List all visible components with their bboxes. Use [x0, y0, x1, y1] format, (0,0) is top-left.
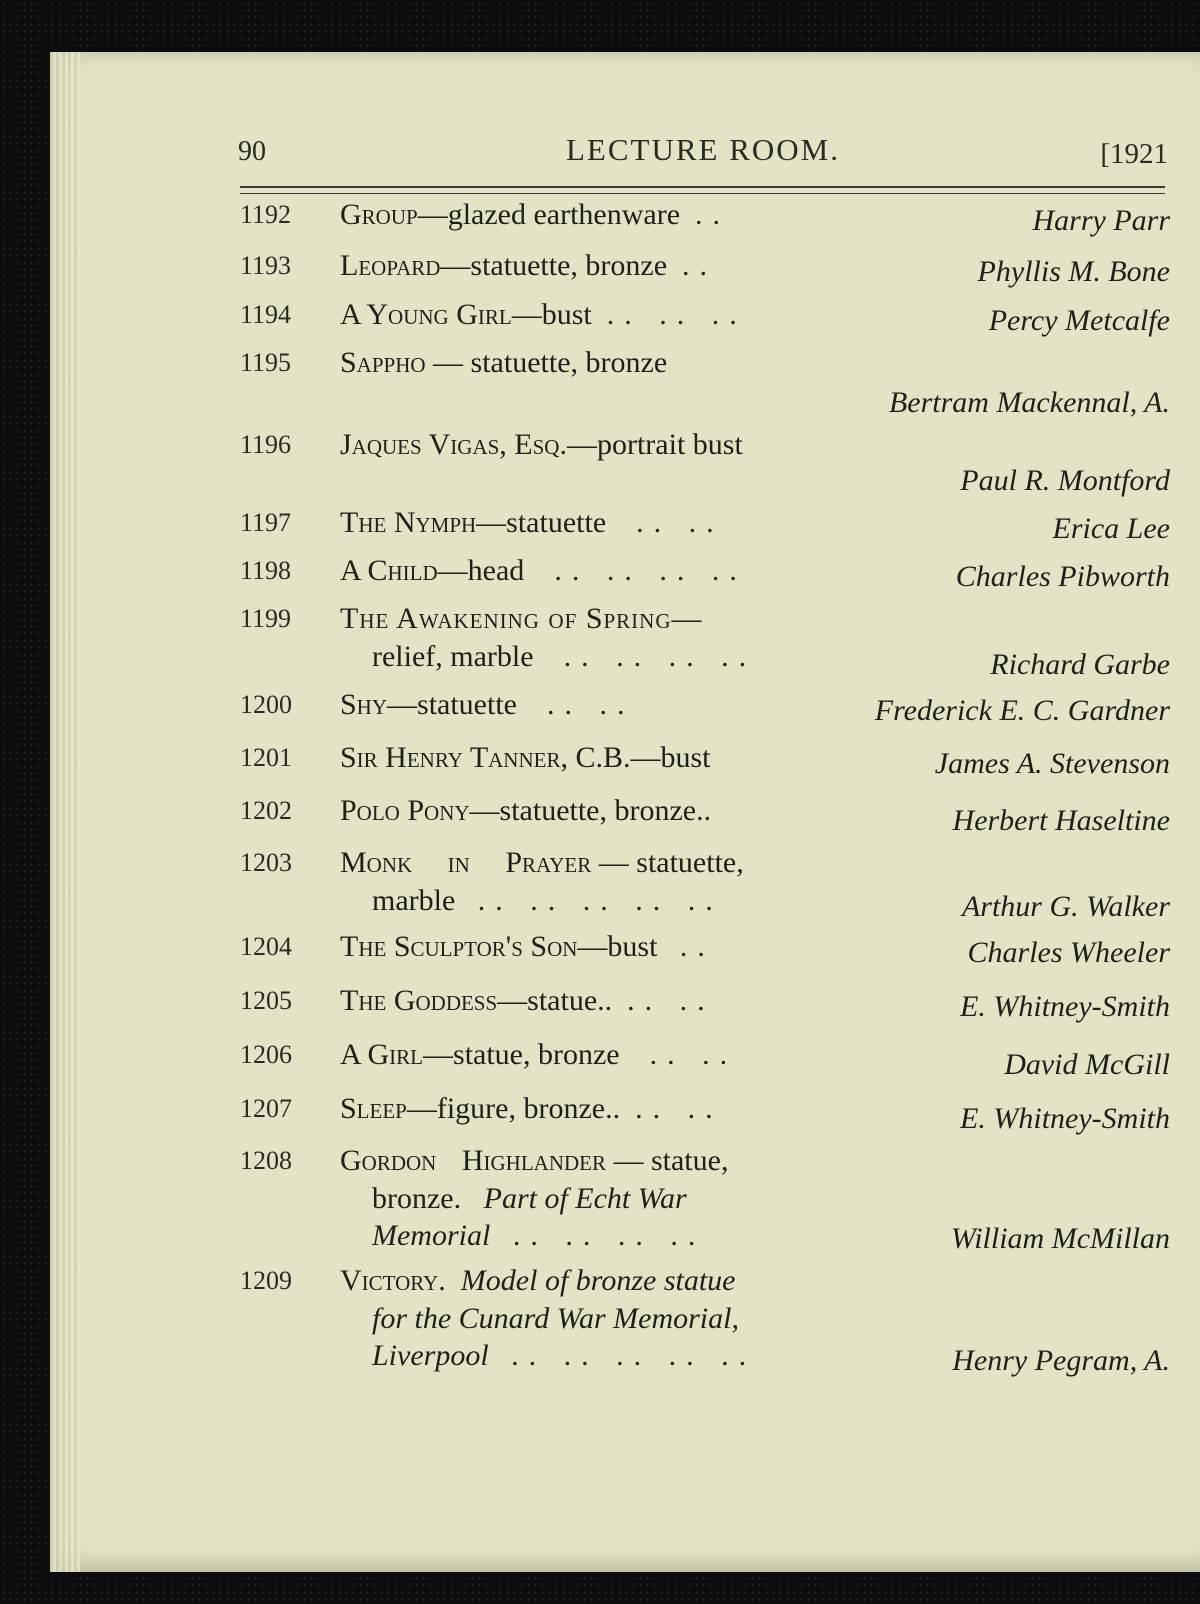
entry-number: 1195: [240, 348, 292, 377]
entry-title: Leopard: [340, 249, 441, 282]
entry-artist: James A. Stevenson: [934, 747, 1170, 780]
entry-title: Sir Henry Tanner, C.B.: [340, 741, 631, 774]
page-number: 90: [238, 136, 266, 167]
leader-dots: .. .. .. .. ..: [511, 1339, 757, 1372]
entry-description: —: [671, 602, 703, 635]
leader-dots: .. .. ..: [606, 298, 747, 331]
entry-title: A Young Girl: [340, 298, 512, 331]
entry-description-line2: bronze.: [372, 1181, 462, 1215]
entry-number: 1203: [240, 848, 292, 877]
leader-dots: .. ..: [636, 506, 724, 539]
leader-dots: .. ..: [546, 688, 635, 721]
entry-title: Victory.: [340, 1264, 446, 1297]
entry-number: 1192: [240, 200, 292, 229]
entry-artist: Richard Garbe: [990, 648, 1170, 681]
entry-title: The Nymph: [340, 506, 477, 539]
entry-number: 1202: [240, 796, 292, 825]
entry-number: 1204: [240, 932, 292, 961]
entry-description: —head: [437, 554, 525, 587]
entry-note-line3: Memorial: [372, 1219, 491, 1252]
entry-title: Shy: [340, 688, 388, 721]
leader-dots: ..: [695, 198, 731, 231]
entry-description: —figure, bronze..: [406, 1092, 621, 1125]
leader-dots: .. .. .. ..: [512, 1219, 706, 1252]
entry-artist: E. Whitney-Smith: [960, 1102, 1170, 1135]
entry-number: 1196: [240, 430, 292, 459]
entry-description: —portrait bust: [566, 428, 743, 461]
entry-number: 1199: [240, 604, 292, 633]
leader-dots: .. .. .. .. ..: [477, 883, 723, 917]
entry-title: The Awakening of Spring: [340, 602, 672, 635]
leader-dots: ..: [679, 930, 715, 963]
entry-number: 1205: [240, 986, 292, 1015]
page-header: [238, 128, 1168, 178]
header-rule: [240, 186, 1165, 188]
entry-title: The Goddess: [340, 984, 498, 1017]
leader-dots: .. .. .. ..: [563, 639, 757, 673]
entry-artist: Percy Metcalfe: [988, 304, 1170, 337]
entry-description: —bust: [511, 298, 592, 331]
year-label: [1921: [1100, 138, 1168, 170]
header-rule-thin: [240, 193, 1165, 194]
entry-description-line2: marble: [372, 883, 456, 917]
entry-number: 1201: [240, 743, 292, 772]
entry-artist: Phyllis M. Bone: [977, 255, 1170, 288]
entry-title: Gordon Highlander: [340, 1144, 606, 1177]
entry-description: — statuette,: [591, 846, 744, 879]
entry-number: 1209: [240, 1266, 292, 1295]
entry-artist: E. Whitney-Smith: [960, 990, 1170, 1023]
entry-title: A Child: [340, 554, 438, 587]
entry-note: Part of Echt War: [483, 1181, 687, 1215]
entry-title: Sleep: [340, 1092, 407, 1125]
leader-dots: ..: [682, 249, 718, 282]
entry-number: 1206: [240, 1040, 292, 1069]
entry-number: 1197: [240, 508, 292, 537]
entry-description: —statue..: [497, 984, 613, 1017]
leader-dots: .. .. .. ..: [554, 554, 747, 587]
entry-number: 1193: [240, 251, 292, 280]
entry-title: The Sculptor's Son: [340, 930, 578, 963]
entry-title: A Girl: [340, 1038, 424, 1071]
entry-description: —statuette: [476, 506, 607, 539]
entry-artist: Harry Parr: [1032, 204, 1170, 237]
entry-number: 1208: [240, 1146, 292, 1175]
entry-artist: David McGill: [1004, 1048, 1170, 1081]
leader-dots: .. ..: [649, 1038, 738, 1071]
leader-dots: .. ..: [627, 984, 715, 1017]
entry-title: Jaques Vigas, Esq.: [340, 428, 567, 461]
entry-artist: Erica Lee: [1052, 512, 1170, 545]
entry-title: Polo Pony: [340, 794, 470, 827]
entry-title: Sappho: [340, 346, 426, 379]
entry-description: —statuette, bronze..: [469, 794, 712, 827]
entry-description: —bust: [577, 930, 658, 963]
entry-number: 1200: [240, 690, 292, 719]
entry-number: 1194: [240, 300, 292, 329]
entry-artist: Bertram Mackennal, A.: [888, 386, 1170, 419]
entry-artist: Herbert Haseltine: [952, 804, 1170, 837]
entry-description: —bust: [630, 741, 711, 774]
entry-description: — statue,: [605, 1144, 729, 1177]
entry-number: 1207: [240, 1094, 292, 1123]
entry-description: —glazed earthenware: [417, 198, 681, 231]
entry-note: Model of bronze statue: [460, 1264, 736, 1297]
entry-note-line2: for the Cunard War Memorial,: [372, 1301, 739, 1335]
entry-description: —statue, bronze: [423, 1038, 620, 1071]
entry-artist: Frederick E. C. Gardner: [874, 694, 1170, 727]
entry-description: — statuette, bronze: [425, 346, 668, 379]
running-title: LECTURE ROOM.: [566, 132, 840, 167]
entry-artist: Paul R. Montford: [960, 464, 1170, 497]
entry-artist: Henry Pegram, A.: [952, 1344, 1170, 1377]
entry-title: Monk in Prayer: [340, 846, 592, 879]
entry-number: 1198: [240, 556, 292, 585]
page-edges: [50, 52, 80, 1572]
entry-artist: Charles Wheeler: [967, 936, 1170, 969]
leader-dots: .. ..: [635, 1092, 723, 1125]
entry-note-line3: Liverpool: [372, 1339, 489, 1372]
entry-description-line2: relief, marble: [372, 639, 534, 673]
entry-title: Group: [340, 198, 418, 231]
entry-artist: Arthur G. Walker: [961, 890, 1170, 923]
entry-artist: Charles Pibworth: [955, 560, 1170, 593]
entry-description: —statuette: [387, 688, 517, 721]
entry-description: —statuette, bronze: [440, 249, 668, 282]
entry-artist: William McMillan: [950, 1222, 1170, 1255]
